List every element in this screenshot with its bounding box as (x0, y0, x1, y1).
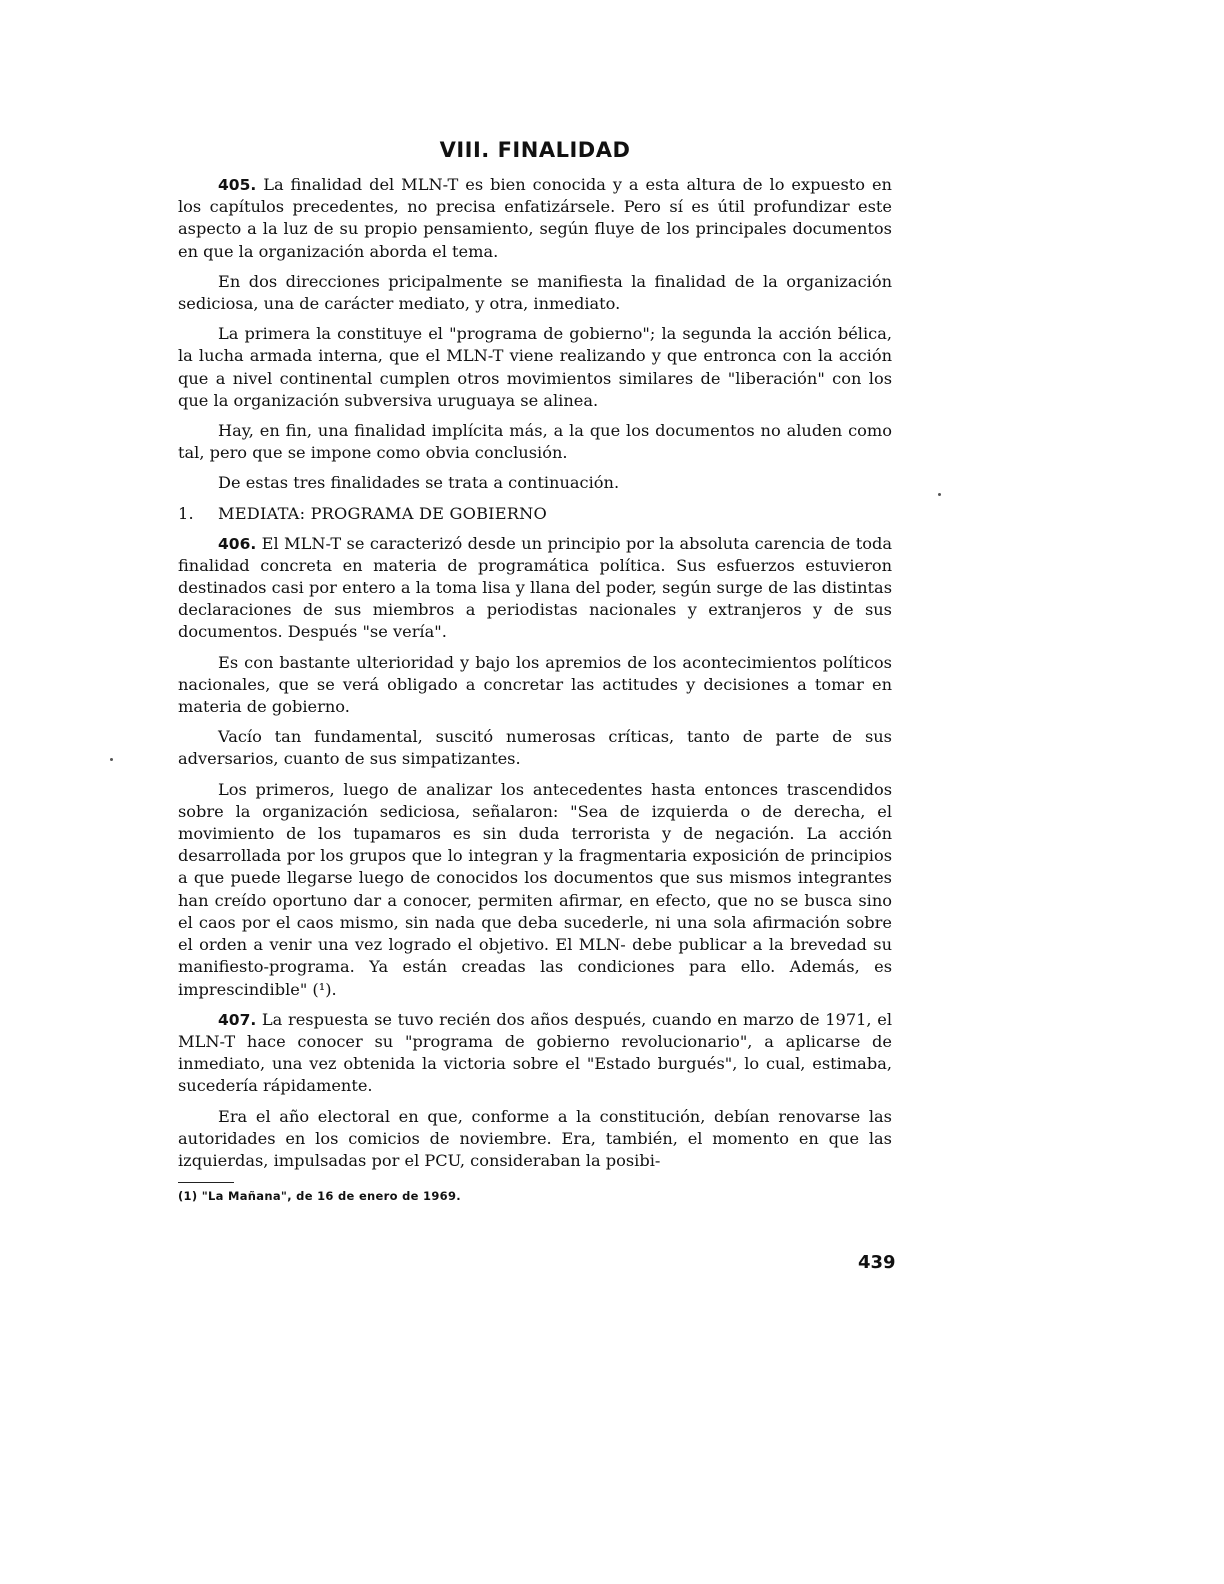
paragraph-407 (178, 1009, 892, 1098)
paragraph-number: 407. (218, 1010, 257, 1029)
paragraph: Hay, en fin, una finalidad implícita más, a la que los documentos no aluden como tal, pero que se impone como obvia conclusión. (178, 421, 892, 463)
paragraph-text: La finalidad del MLN-T es bien conocida y a esta altura de lo expuesto en los capítulos precedentes, no precisa enfatizársele. Pero sí es útil profundizar este aspecto a la luz de su propio pensamiento, según fluye de los principales documentos en que la organización aborda el tema. (178, 175, 892, 261)
footnote: (1) "La Mañana", de 16 de enero de 1969. (178, 1189, 461, 1204)
section-number: 1. (178, 503, 194, 523)
paragraph-number: 406. (218, 534, 257, 553)
page-body (178, 138, 892, 1203)
scan-speck (938, 493, 941, 496)
paragraph: En dos direcciones pricipalmente se manifiesta la finalidad de la organización sediciosa, una de carácter mediato, y otra, inmediato. (178, 271, 892, 314)
page-number: 439 (858, 1252, 896, 1273)
paragraph: De estas tres finalidades se trata a continuación. (218, 473, 620, 493)
paragraph-405 (178, 174, 892, 263)
paragraph: Vacío tan fundamental, suscitó numerosas críticas, tanto de parte de sus adversarios, cuanto de sus simpatizantes. (178, 727, 892, 769)
paragraph-text: El MLN-T se caracterizó desde un principio por la absoluta carencia de toda finalidad concreta en materia de programática política. Sus esfuerzos estuvieron destinados casi por entero a la toma lisa y llana del poder, según surge de las distintas declaraciones de sus miembros a periodistas nacionales y extranjeros y de sus documentos. Después "se vería". (178, 533, 892, 642)
section-heading (178, 503, 892, 525)
paragraph-number: 405. (218, 176, 257, 194)
scan-speck (110, 758, 113, 761)
paragraph: La primera la constituye el "programa de gobierno"; la segunda la acción bélica, la lucha armada interna, que el MLN-T viene realizando y que entronca con la acción que a nivel continental cumplen otros movimientos similares de "liberación" con los que la organización subversiva uruguaya se alinea. (178, 324, 892, 410)
paragraph: Es con bastante ulterioridad y bajo los apremios de los acontecimientos políticos nacionales, que se verá obligado a concretar las actitudes y decisiones a tomar en materia de gobierno. (178, 652, 892, 717)
section-title: MEDIATA: PROGRAMA DE GOBIERNO (218, 503, 548, 523)
footnote-divider (178, 1182, 234, 1183)
paragraph: Era el año electoral en que, conforme a la constitución, debían renovarse las autoridades en los comicios de noviembre. Era, también, el momento en que las izquierdas, impulsadas por el PCU, consideraban la posibi- (178, 1106, 892, 1170)
paragraph-406 (178, 533, 892, 644)
paragraph-quote: Los primeros, luego de analizar los antecedentes hasta entonces trascendidos sobre la organización sediciosa, señalaron: "Sea de izquierda o de derecha, el movimiento de los tupamaros es sin duda terrorista y de negación. La acción desarrollada por los grupos que lo integran y la fragmentaria exposición de principios a que puede llegarse luego de conocidos los documentos que sus mismos integrantes han creído oportuno dar a conocer, permiten afirmar, en efecto, que no se busca sino el caos por el caos mismo, sin nada que deba sucederle, ni una sola afirmación sobre el orden a venir una vez logrado el objetivo. El MLN- debe publicar a la brevedad su manifiesto-programa. Ya están creadas las condiciones para ello. Además, es imprescindible" (¹). (178, 779, 892, 999)
chapter-title: VIII. FINALIDAD (439, 138, 631, 162)
paragraph-text: La respuesta se tuvo recién dos años después, cuando en marzo de 1971, el MLN-T hace conocer su "programa de gobierno revolucionario", a aplicarse de inmediato, una vez obtenida la victoria sobre el "Estado burgués", lo cual, estimaba, sucedería rápidamente. (178, 1009, 892, 1096)
